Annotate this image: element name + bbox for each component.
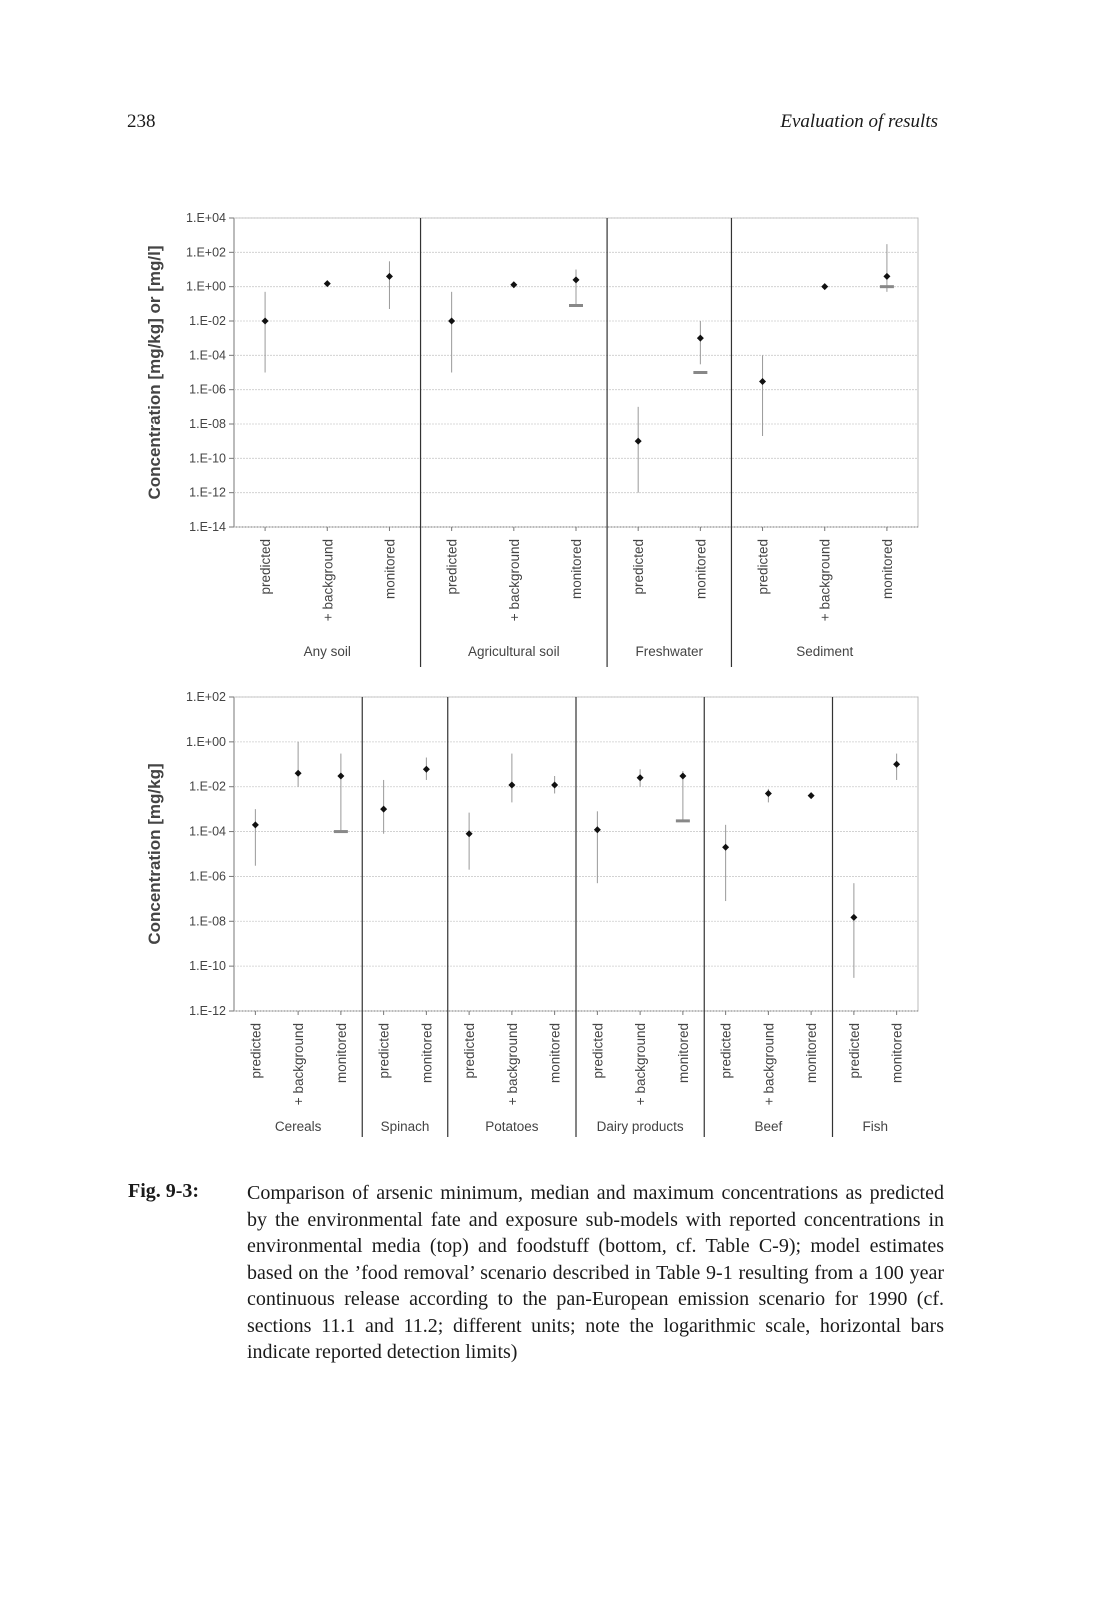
median-point [295,770,302,777]
x-tick-label: predicted [631,539,647,595]
x-tick-label: + background [291,1023,307,1106]
median-point [637,774,644,781]
y-axis-title: Concentration [mg/kg] [145,763,164,945]
x-tick-label: + background [504,1023,520,1106]
x-tick-label: predicted [846,1023,862,1079]
x-tick-label: monitored [382,539,398,600]
y-tick-label: 1.E-02 [189,779,226,794]
y-tick-label: 1.E-10 [189,451,226,466]
x-tick-label: + background [817,539,833,622]
y-tick-label: 1.E+02 [186,690,226,704]
median-point [697,335,704,342]
x-tick-label: monitored [675,1023,691,1084]
environmental-media-chart [0,195,1095,675]
median-point [386,273,393,280]
y-tick-label: 1.E-12 [189,485,226,500]
median-point [759,378,766,385]
group-label: Beef [754,1119,783,1134]
median-point [821,283,828,290]
x-tick-label: predicted [248,1023,264,1079]
median-point [850,914,857,921]
x-tick-label: monitored [889,1023,905,1084]
median-point [765,790,772,797]
group-label: Potatoes [485,1119,539,1134]
median-point [883,273,890,280]
y-tick-label: 1.E-12 [189,1004,226,1018]
foodstuff-chart [0,685,1095,1145]
group-label: Agricultural soil [468,644,560,659]
median-point [893,761,900,768]
median-point [594,826,601,833]
x-tick-label: monitored [804,1023,820,1084]
x-tick-label: predicted [590,1023,606,1079]
median-point [551,781,558,788]
median-point [635,438,642,445]
plot-frame [234,218,918,527]
median-point [808,792,815,799]
x-tick-label: monitored [547,1023,563,1084]
median-point [722,844,729,851]
median-point [423,766,430,773]
median-point [448,318,455,325]
x-tick-label: predicted [755,539,771,595]
group-label: Any soil [303,644,351,659]
y-tick-label: 1.E-04 [189,348,226,363]
median-point [324,280,331,287]
median-point [679,773,686,780]
y-tick-label: 1.E+02 [186,245,226,260]
y-axis-title: Concentration [mg/kg] or [mg/l] [145,245,164,500]
y-tick-label: 1.E-06 [189,869,226,884]
x-tick-label: monitored [879,539,895,600]
median-point [262,318,269,325]
x-tick-label: + background [506,539,522,622]
group-label: Freshwater [635,644,704,659]
x-tick-label: predicted [258,539,274,595]
y-tick-label: 1.E+04 [186,211,226,225]
median-point [252,821,259,828]
x-tick-label: predicted [444,539,460,595]
y-tick-label: 1.E-02 [189,314,226,328]
x-tick-label: monitored [693,539,709,600]
median-point [337,773,344,780]
y-tick-label: 1.E+00 [186,734,226,749]
running-head: Evaluation of results [780,111,938,132]
y-tick-label: 1.E-14 [189,520,226,534]
median-point [510,281,517,288]
x-tick-label: predicted [718,1023,734,1079]
group-label: Spinach [380,1119,430,1134]
x-tick-label: monitored [569,539,584,600]
median-point [380,806,387,813]
group-label: Dairy products [596,1119,684,1134]
figure-caption-label: Fig. 9-3: [128,1180,200,1202]
y-tick-label: 1.E-04 [189,824,226,839]
median-point [573,276,580,283]
x-tick-label: + background [320,539,336,622]
figure-caption-text: Comparison of arsenic minimum, median and maximum concentrations as predicted by the environmental fate and exposure sub-models with reported concentrations in environmental media (top) and foodstuff (bottom, cf. Table C-9); model estimates based on the ’food removal’ scenario described in Table 9-1 resulting from a 100 year continuous release according to the pan-European emission scenario for 1990 (cf. sections 11.1 and 11.2; different units; note the logarithmic scale, horizontal bars indicate reported detection limits) [247,1182,944,1363]
x-tick-label: monitored [333,1023,349,1084]
x-tick-label: + background [761,1023,777,1106]
x-tick-label: predicted [462,1023,478,1079]
y-tick-label: 1.E+00 [186,279,226,294]
y-tick-label: 1.E-06 [189,382,226,397]
page-number: 238 [127,111,156,132]
median-point [508,781,515,788]
group-label: Fish [862,1119,889,1134]
y-tick-label: 1.E-10 [189,959,226,974]
group-label: Cereals [274,1119,322,1134]
x-tick-label: + background [633,1023,649,1106]
x-tick-label: monitored [419,1023,435,1084]
group-label: Sediment [796,644,854,659]
y-tick-label: 1.E-08 [189,417,226,431]
y-tick-label: 1.E-08 [189,914,226,929]
x-tick-label: predicted [376,1023,392,1079]
